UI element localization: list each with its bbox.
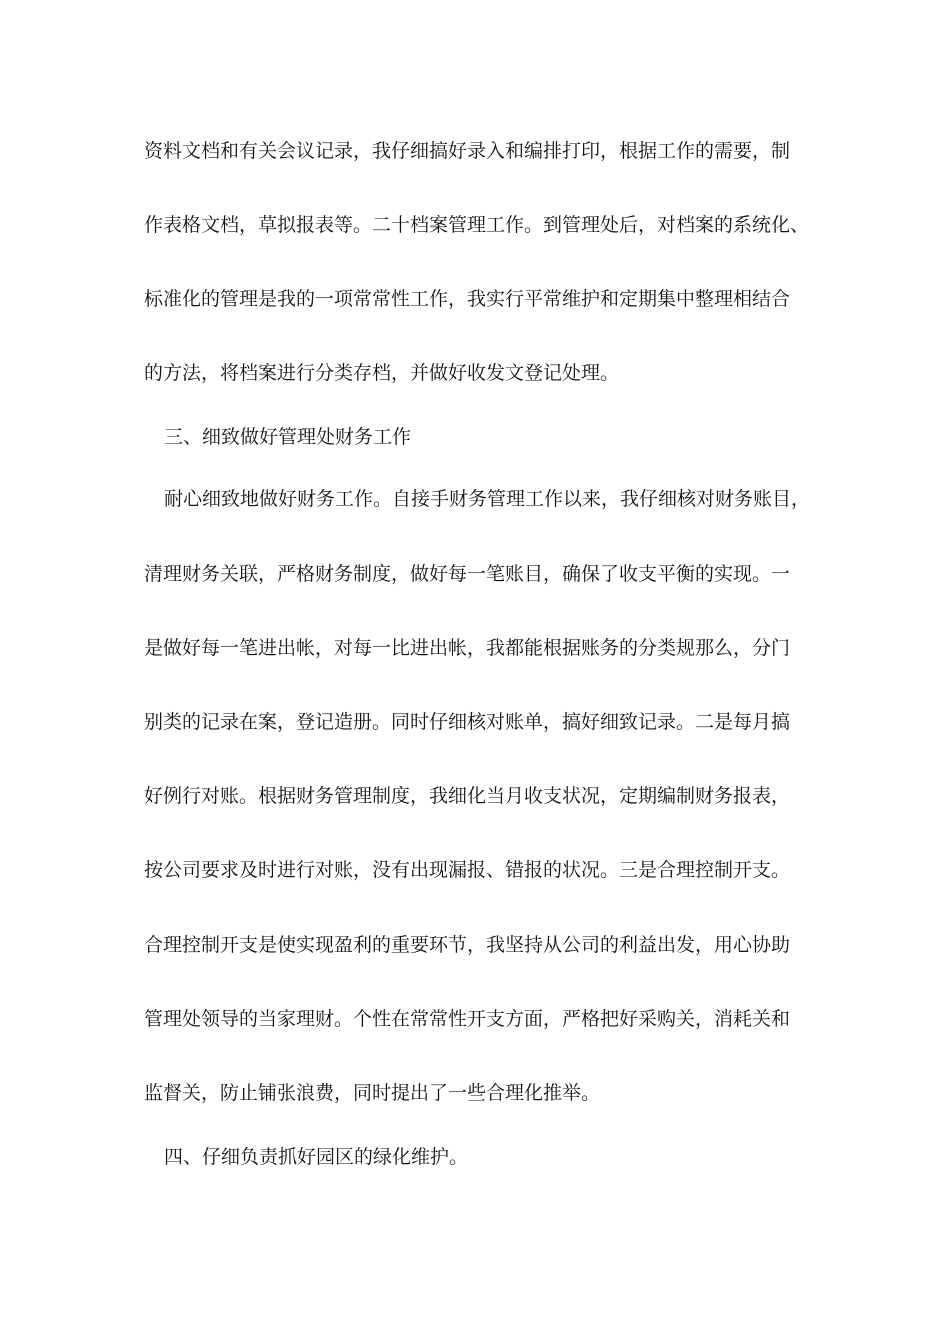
body-text-line: 标准化的管理是我的一项常常性工作，我实行平常维护和定期集中整理相结合 <box>144 288 791 310</box>
section-heading: 三、细致做好管理处财务工作 <box>164 426 412 448</box>
body-text-line: 合理控制开支是使实现盈利的重要环节，我坚持从公司的利益出发，用心协助 <box>144 934 791 956</box>
body-text-line: 监督关，防止铺张浪费，同时提出了一些合理化推举。 <box>144 1082 601 1104</box>
body-text-line: 耐心细致地做好财务工作。自接手财务管理工作以来，我仔细核对财务账目， <box>164 488 811 510</box>
body-text-line: 资料文档和有关会议记录，我仔细搞好录入和编排打印，根据工作的需要，制 <box>144 140 791 162</box>
body-text-line: 好例行对账。根据财务管理制度，我细化当月收支状况，定期编制财务报表， <box>144 785 791 807</box>
body-text-line: 的方法，将档案进行分类存档，并做好收发文登记处理。 <box>144 362 620 384</box>
body-text-line: 别类的记录在案，登记造册。同时仔细核对账单，搞好细致记录。二是每月搞 <box>144 711 791 733</box>
body-text-line: 按公司要求及时进行对账，没有出现漏报、错报的状况。三是合理控制开支。 <box>144 859 791 881</box>
section-heading: 四、仔细负责抓好园区的绿化维护。 <box>164 1146 469 1168</box>
body-text-line: 清理财务关联，严格财务制度，做好每一笔账目，确保了收支平衡的实现。一 <box>144 563 791 585</box>
body-text-line: 管理处领导的当家理财。个性在常常性开支方面，严格把好采购关，消耗关和 <box>144 1008 791 1030</box>
body-text-line: 是做好每一笔进出帐，对每一比进出帐，我都能根据账务的分类规那么，分门 <box>144 637 791 659</box>
body-text-line: 作表格文档，草拟报表等。二十档案管理工作。到管理处后，对档案的系统化、 <box>144 214 810 236</box>
